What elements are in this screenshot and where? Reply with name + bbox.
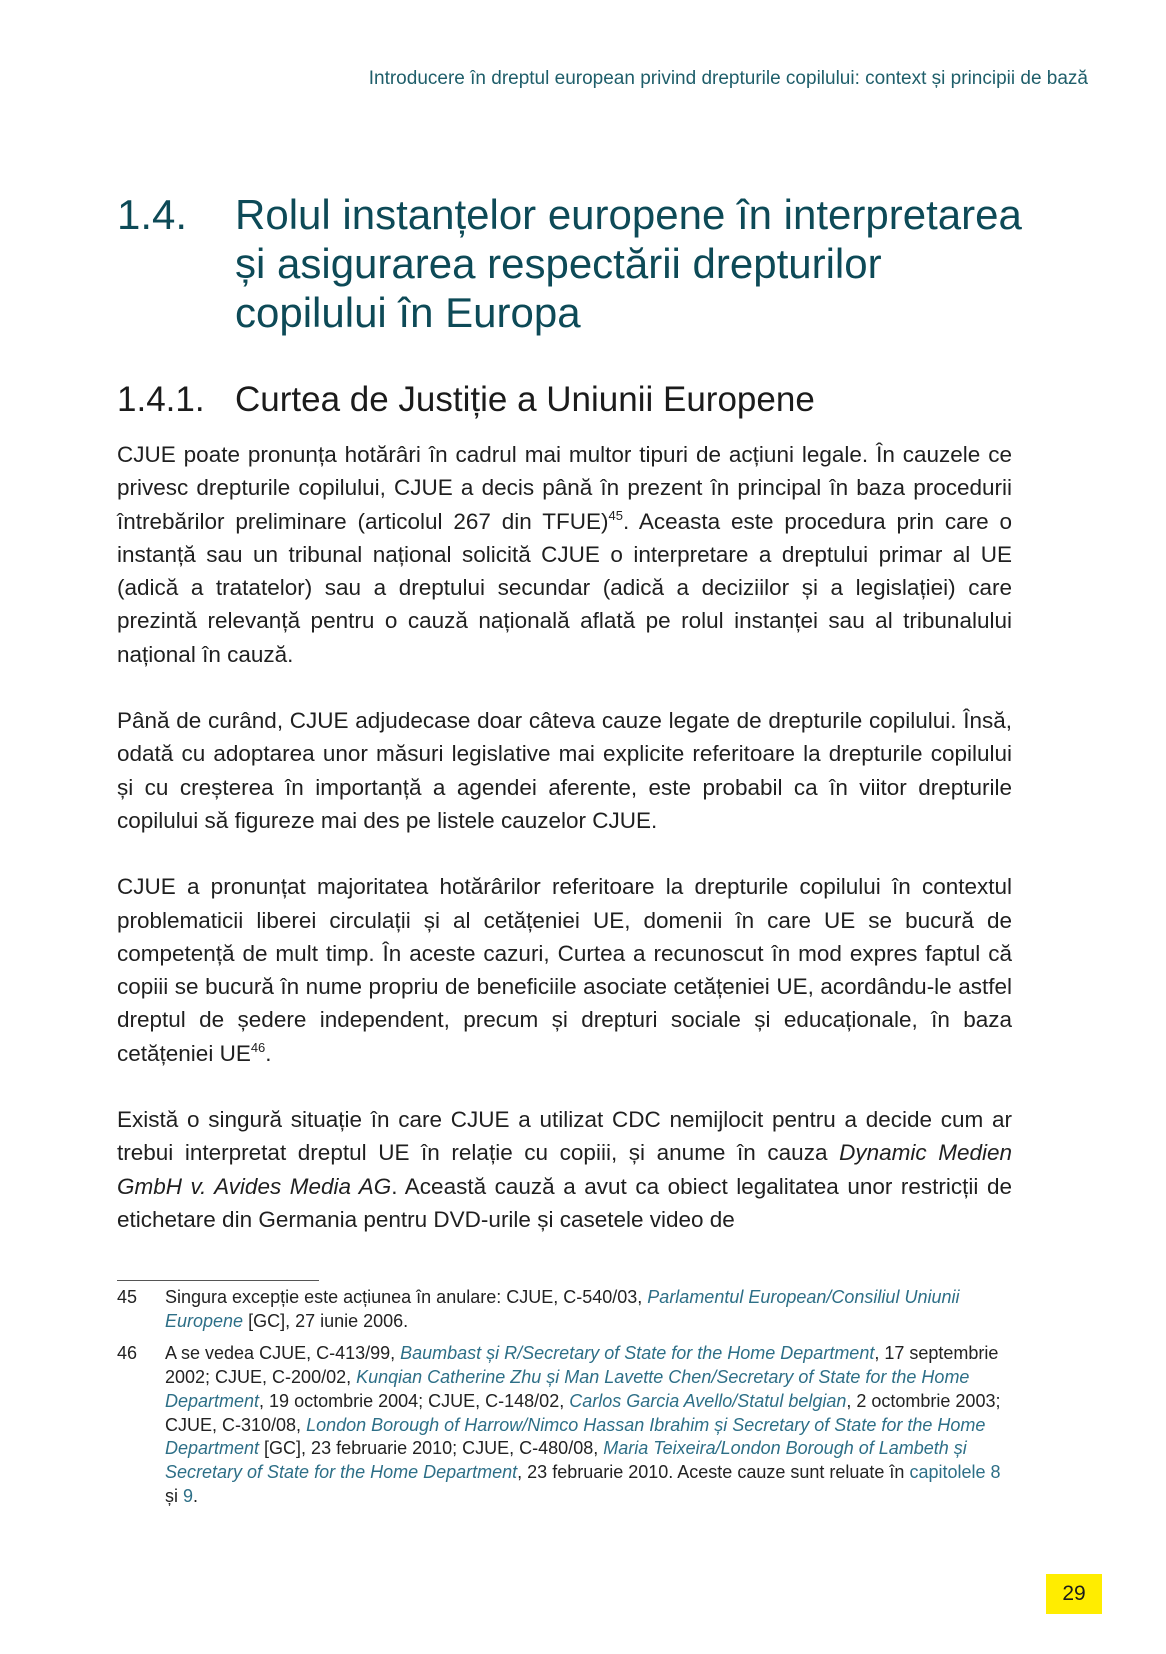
footnote-45 <box>117 1286 1017 1333</box>
subsection-number: 1.4.1. <box>117 380 205 419</box>
case-name: Dynamic Medien GmbH v. Avides Media AG <box>117 1140 1012 1199</box>
footnote-text-part: [GC], 23 februarie 2010; CJUE, C-480/08, <box>259 1438 604 1459</box>
paragraph-3-text-b: . <box>265 1040 272 1066</box>
paragraph-1-text-a: CJUE poate pronunța hotărâri în cadrul mai multor tipuri de acțiuni legale. În cauzele ce privesc drepturile copilului, CJUE a decis până în prezent în principal în baza procedurii întrebărilor preliminare (articolul 267 din TFUE) <box>117 442 1012 534</box>
paragraph-3-text-a: CJUE a pronunțat majoritatea hotărârilor referitoare la drepturile copilului în contextul problematicii liberei circulații și al cetățeniei UE, domenii în care UE se bucură de competență de mult timp. În aceste cazuri, Curtea a recunoscut în mod expres faptul că copiii se bucură în nume propriu de beneficiile asociate cetățeniei UE, acordându-le astfel dreptul de ședere independent, precum și drepturi sociale și educaționale, în baza cetățeniei UE <box>117 874 1012 1066</box>
footnote-ref-45[interactable]: 45 <box>608 507 623 523</box>
case-link[interactable]: Parlamentul European/Consiliul Uniunii Europene <box>165 1287 960 1331</box>
paragraph-4-text-a: Există o singură situație în care CJUE a utilizat CDC nemijlocit pentru a decide cum ar trebui interpretat dreptul UE în relație cu copiii, și anume în cauza <box>117 1107 1012 1166</box>
case-link[interactable]: Baumbast și R/Secretary of State for the Home Department <box>400 1343 875 1364</box>
footnote-text <box>165 1286 1010 1333</box>
footnote-divider <box>117 1280 319 1281</box>
footnote-text <box>165 1342 1010 1508</box>
footnote-text-part: A se vedea CJUE, C-413/99, <box>165 1343 401 1364</box>
subsection-heading <box>117 378 1057 422</box>
footnote-text-part: [GC], 27 iunie 2006. <box>243 1310 409 1331</box>
body-text <box>117 438 1012 1269</box>
page-number: 29 <box>1046 1574 1102 1614</box>
footnote-text-part: , 17 septembrie 2002; CJUE, C-200/02, <box>165 1343 999 1388</box>
footnote-text-part: , 23 februarie 2010. Aceste cauze sunt reluate în <box>517 1461 910 1482</box>
footnote-text-part: , 19 octombrie 2004; CJUE, C-148/02, <box>259 1390 570 1411</box>
footnote-46 <box>117 1342 1017 1508</box>
case-link[interactable]: Kunqian Catherine Zhu și Man Lavette Chen/Secretary of State for the Home Department <box>165 1367 970 1411</box>
section-number: 1.4. <box>117 191 188 238</box>
paragraph-1-text-b: . Aceasta este procedura prin care o instanță sau un tribunal național solicită CJUE o interpretare a dreptului primar al UE (adică a tratatelor) sau a dreptului secundar (adică a deciziilor și a legislației) care prezintă relevanță pentru o cauză națională aflată pe rolul instanței sau al tribunalului național în cauză. <box>117 508 1013 667</box>
footnote-text-part: , 2 octombrie 2003; CJUE, C-310/08, <box>165 1390 1001 1435</box>
footnote-ref-46[interactable]: 46 <box>250 1039 266 1055</box>
paragraph-3 <box>117 870 1012 1070</box>
footnote-number: 46 <box>117 1343 138 1364</box>
case-link[interactable]: Maria Teixeira/London Borough of Lambeth și Secretary of State for the Home Department <box>165 1438 967 1482</box>
case-link[interactable]: Carlos Garcia Avello/Statul belgian <box>569 1390 847 1411</box>
paragraph-2: Până de curând, CJUE adjudecase doar câteva cauze legate de drepturile copilului. Însă, odată cu adoptarea unor măsuri legislative mai explicite referitoare la drepturile copilului și cu creșterea în importanță a agendei aferente, este probabil ca în viitor drepturile copilului să figureze mai des pe listele cauzelor CJUE. <box>117 708 1012 833</box>
section-heading <box>117 190 1057 337</box>
case-link[interactable]: London Borough of Harrow/Nimco Hassan Ibrahim și Secretary of State for the Home Department <box>165 1414 986 1459</box>
subsection-title: Curtea de Justiție a Uniunii Europene <box>235 380 815 419</box>
paragraph-4 <box>117 1103 1012 1236</box>
footnote-text-part: . <box>193 1485 199 1506</box>
chapter-link[interactable]: 9 <box>183 1485 194 1506</box>
chapter-link[interactable]: capitolele 8 <box>909 1461 1001 1482</box>
paragraph-1 <box>117 438 1012 671</box>
running-header: Introducere în dreptul european privind drepturile copilului: context și principii de bază <box>368 68 1088 89</box>
paragraph-4-text-b: . Această cauză a avut ca obiect legalitatea unor restricții de etichetare din Germania pentru DVD-urile și casetele video de <box>117 1173 1012 1232</box>
footnote-number: 45 <box>117 1287 138 1307</box>
footnotes <box>117 1286 1017 1517</box>
section-title: Rolul instanțelor europene în interpretarea și asigurarea respectării drepturilor copilului în Europa <box>235 191 1022 336</box>
footnote-text-part: Singura excepție este acțiunea în anulare: CJUE, C-540/03, <box>165 1287 648 1307</box>
footnote-text-part: și <box>165 1485 183 1506</box>
